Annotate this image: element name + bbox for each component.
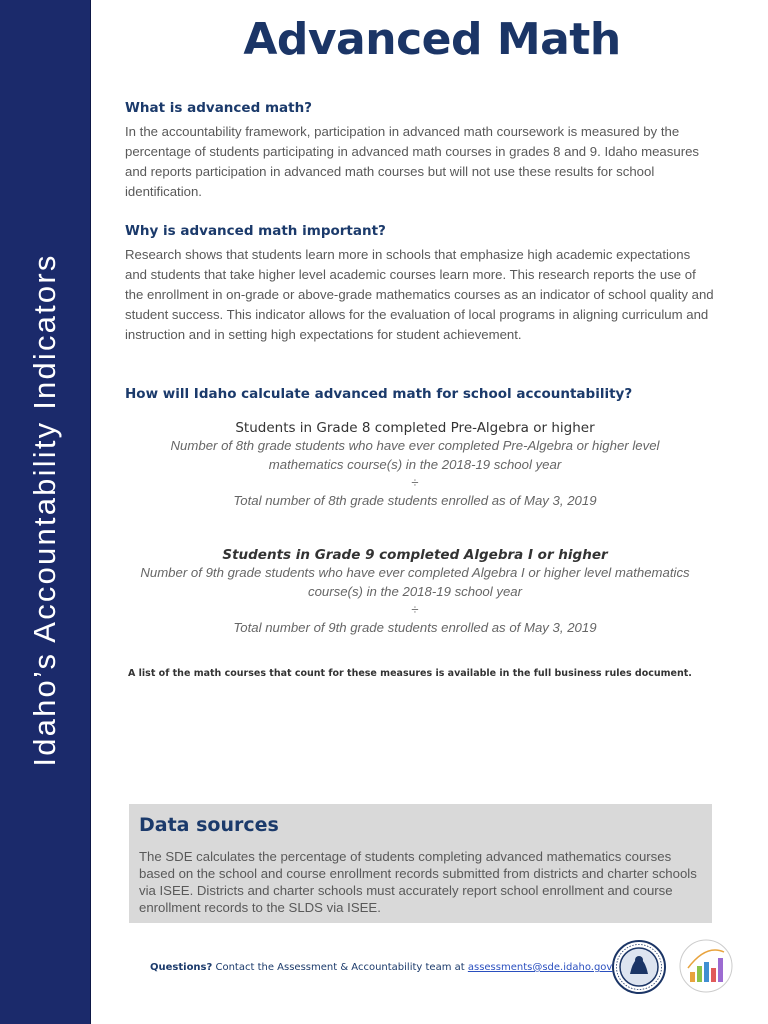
section-body: In the accountability framework, participation in advanced math coursework is measured by the percentage of students participating in advanced math courses in grades 8 and 9. Idaho measures and reports participation in advanced math courses but will not use these results for school identification. — [125, 124, 700, 199]
formula-grade-9 — [100, 547, 730, 637]
section-heading: Why is advanced math important? — [125, 223, 386, 239]
formula-grade-8 — [100, 420, 730, 510]
footer-questions: Questions? — [150, 962, 213, 973]
formula-title: Students in Grade 9 completed Algebra I or higher — [222, 547, 608, 563]
footer-contact — [150, 962, 612, 973]
email-link[interactable]: assessments@sde.idaho.gov — [467, 962, 613, 973]
accountability-logo-icon — [678, 938, 734, 994]
divide-symbol: ÷ — [411, 475, 419, 490]
formula-denominator: Total number of 9th grade students enrolled as of May 3, 2019 — [233, 620, 597, 635]
section-how — [125, 386, 715, 402]
section-heading: What is advanced math? — [125, 100, 313, 116]
sidebar-title: Idaho’s Accountability Indicators — [27, 253, 62, 767]
section-body: Research shows that students learn more in schools that emphasize high academic expectations and students that take higher level academic courses learn more. This research reports the use of the enrollment in on-grade or above-grade mathematics courses as an indicator of school quality and student success. This indicator allows for the evaluation of local programs in aligning curriculum and instruction and in setting high expectations for student achievement. — [125, 247, 714, 342]
business-rules-note: A list of the math courses that count for these measures is available in the full business rules document. — [128, 668, 692, 679]
section-why — [125, 223, 715, 345]
divide-symbol: ÷ — [411, 602, 419, 617]
section-heading: How will Idaho calculate advanced math for school accountability? — [125, 386, 633, 402]
state-seal-icon — [612, 940, 666, 994]
formula-denominator: Total number of 8th grade students enrolled as of May 3, 2019 — [233, 493, 597, 508]
section-what — [125, 100, 715, 202]
footer-contact-text: Contact the Assessment & Accountability team at — [212, 962, 468, 973]
formula-title: Students in Grade 8 completed Pre-Algebra or higher — [235, 420, 595, 436]
formula-numerator: Number of 9th grade students who have ever completed Algebra I or higher level mathematics — [140, 565, 690, 580]
formula-numerator-cont: mathematics course(s) in the 2018-19 school year — [268, 457, 562, 472]
data-sources-box — [129, 804, 712, 923]
formula-numerator: Number of 8th grade students who have ever completed Pre-Algebra or higher level — [170, 438, 660, 453]
sidebar — [0, 0, 91, 1024]
formula-numerator-cont: course(s) in the 2018-19 school year — [307, 584, 523, 599]
page-title: Advanced Math — [243, 14, 621, 65]
data-sources-title: Data sources — [139, 814, 279, 836]
data-sources-body: The SDE calculates the percentage of students completing advanced mathematics courses based on the school and course enrollment records submitted from districts and charter schools via ISEE. Districts and charter schools must accurately report school enrollment and course enrollment records to the SLDS via ISEE. — [139, 849, 697, 915]
